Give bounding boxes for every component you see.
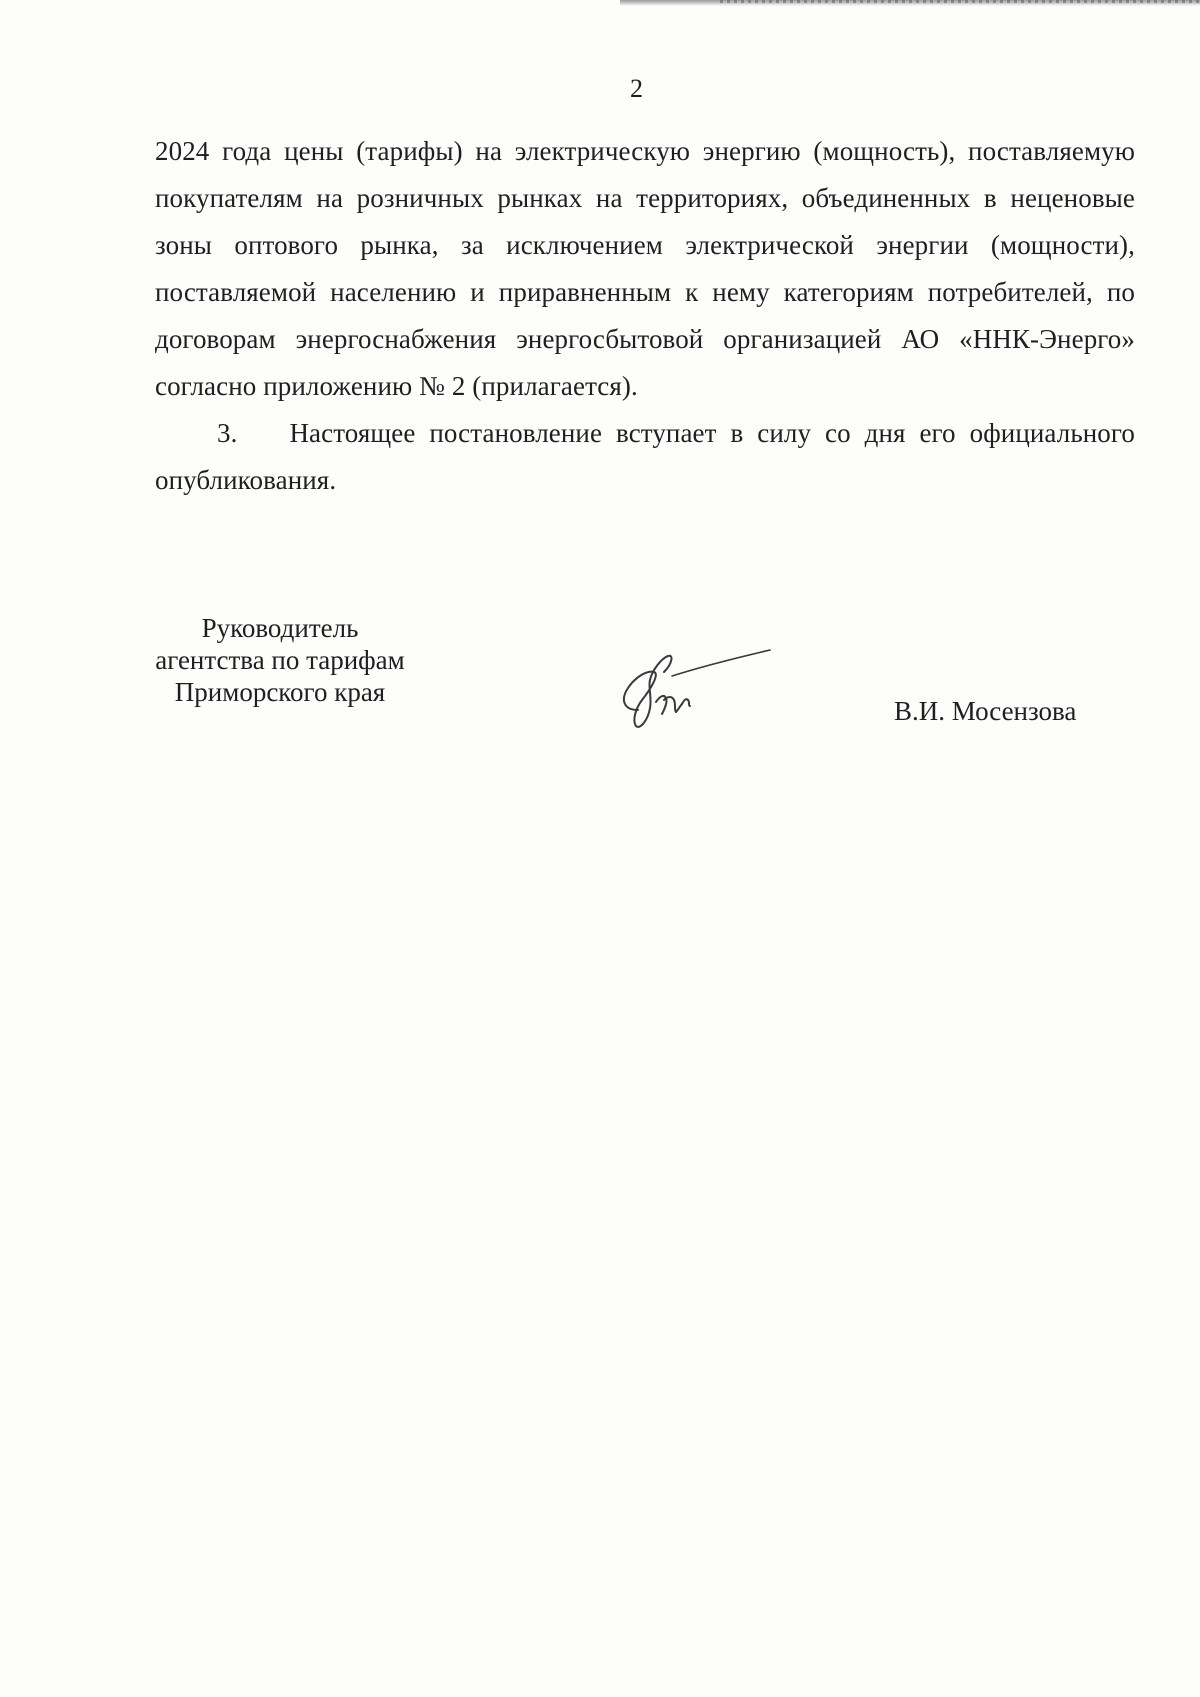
- handwritten-signature: [602, 640, 772, 736]
- paragraph-3-text: Настоящее постановление вступает в силу со дня его официального опубликования.: [155, 418, 1135, 495]
- signatory-position: [135, 612, 425, 708]
- position-line-3: Приморского края: [174, 677, 386, 707]
- position-line-2: агентства по тарифам: [155, 645, 405, 675]
- document-body: [155, 128, 1135, 504]
- paragraph-3-number: 3.: [217, 418, 238, 448]
- scan-edge-noise: [720, 0, 1200, 3]
- signer-name: В.И. Мосензова: [894, 696, 1077, 726]
- page-number: 2: [630, 74, 643, 103]
- paragraph-continued: 2024 года цены (тарифы) на электрическую энергию (мощность), поставляемую покупателям на розничных рынках на территориях, объединенных в неценовые зоны оптового рынка, за исключением электрической энергии (мощности), поставляемой населению и приравненным к нему категориям потребителей, по договорам энергоснабжения энергосбытовой организацией АО «ННК-Энерго» согласно приложению № 2 (прилагается).: [155, 136, 1135, 401]
- position-line-1: Руководитель: [201, 613, 359, 643]
- paragraph-3: [155, 410, 1135, 504]
